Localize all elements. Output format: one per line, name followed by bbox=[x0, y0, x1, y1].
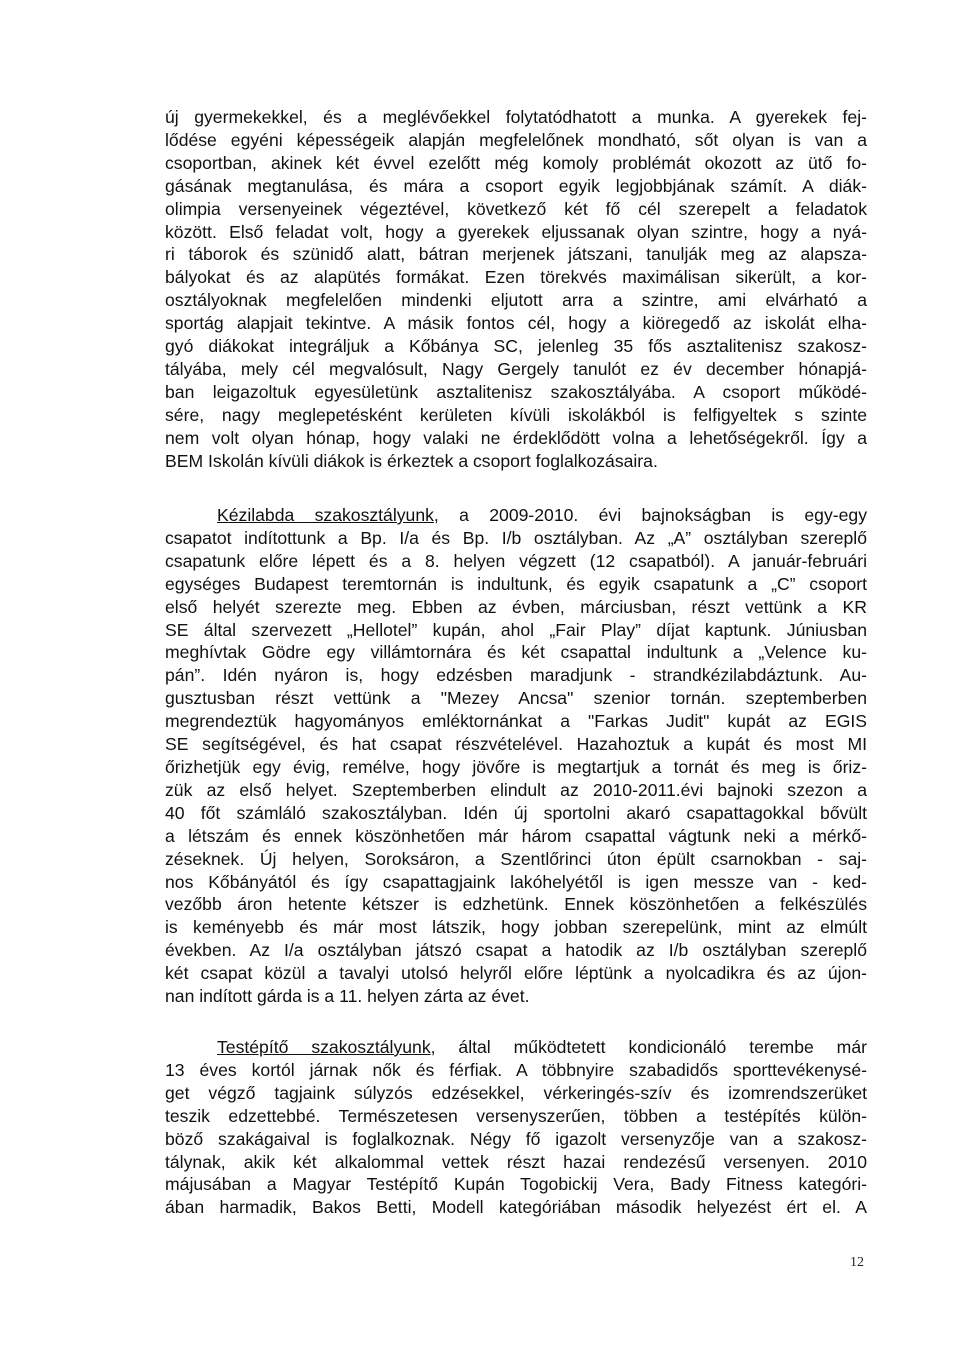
paragraph-line: meghívtak Gödre egy villámtornára és két csapattal indultunk a „Velence ku- bbox=[165, 642, 867, 663]
paragraph-line: években. Az I/a osztályban játszó csapat a hatodik az I/b osztályban szereplő bbox=[165, 940, 867, 961]
heading-continuation: , a 2009-2010. évi bajnokságban is egy-egy bbox=[433, 505, 867, 525]
paragraph-line: ában harmadik, Bakos Betti, Modell kategóriában második helyezést ért el. A bbox=[165, 1197, 867, 1218]
paragraph-line: böző szakágaival is foglalkoznak. Négy fő igazolt versenyzője van a szakosz- bbox=[165, 1128, 867, 1149]
paragraph-line: ri táborok és szünidő alatt, bátran merjenek játszani, tanulják meg az alapsza- bbox=[165, 244, 867, 265]
paragraph-line: megrendeztük hagyományos emléktornánkat a "Farkas Judit" kupát az EGIS bbox=[165, 711, 867, 732]
paragraph-line: sére, nagy meglepetésként kerületen kívüli iskolákból is felfigyeltek s szinte bbox=[165, 404, 867, 425]
paragraph-line: pán”. Idén nyáron is, hogy edzésben maradjunk - strandkézilabdáztunk. Au- bbox=[165, 665, 867, 686]
paragraph-line: csapatot indítottunk a Bp. I/a és Bp. I/b osztályban. Az „A” osztályban szereplő bbox=[165, 527, 867, 548]
paragraph-line: első helyét szerezte meg. Ebben az évben, márciusban, részt vettünk a KR bbox=[165, 596, 867, 617]
paragraph-line: gyó diákokat integráljuk a Kőbánya SC, jelenleg 35 fős asztalitenisz szakosz- bbox=[165, 336, 867, 357]
heading-continuation: , által működtetett kondicionáló terembe már bbox=[430, 1037, 867, 1057]
paragraph-line: get végző tagjaink súlyzós edzésekkel, vérkeringés-szív és izomrendszerüket bbox=[165, 1082, 867, 1103]
paragraph-line: 40 főt számláló szakosztályban. Idén új sportolni akaró csapattagokkal bővült bbox=[165, 802, 867, 823]
paragraph-line: csapatunk előre lépett és a 8. helyen végzett (12 csapatból). A január-februári bbox=[165, 550, 867, 571]
paragraph-line: SE segítségével, és hat csapat részvételével. Hazahoztuk a kupát és most MI bbox=[165, 734, 867, 755]
paragraph-line: között. Első feladat volt, hogy a gyerekek eljussanak olyan szintre, hogy a nyá- bbox=[165, 221, 867, 242]
paragraph-line: is keményebb és már most látszik, hogy jobban szerepelünk, mint az elmúlt bbox=[165, 917, 867, 938]
paragraph-line: nem volt olyan hónap, hogy valaki ne érdeklődött volna a lehetőségekről. Így a bbox=[165, 427, 867, 448]
paragraph-line: csoportban, akinek két évvel ezelőtt még komoly problémát okozott az ütő fo- bbox=[165, 152, 867, 173]
paragraph-line: tálynak, akik két alkalommal vettek részt hazai rendezésű versenyen. 2010 bbox=[165, 1151, 867, 1172]
paragraph-bodybuilding-section bbox=[165, 1036, 867, 1219]
paragraph-line: nos Kőbányától és így csapattagjaink lakóhelyétől is igen messze van - ked- bbox=[165, 871, 867, 892]
paragraph-line: két csapat közül a tavalyi utolsó helyről előre léptünk a nyolcadikra és az újon- bbox=[165, 963, 867, 984]
paragraph-line: olimpia versenyeinek végeztével, következő két fő cél szerepelt a feladatok bbox=[165, 198, 867, 219]
paragraph-line: nan indított gárda is a 11. helyen zárta az évet. bbox=[165, 986, 530, 1007]
section-heading-bodybuilding: Testépítő szakosztályunk bbox=[217, 1037, 431, 1057]
paragraph-line: 13 éves kortól járnak nők és férfiak. A többnyire szabadidős sporttevékenysé- bbox=[165, 1059, 867, 1080]
page-number: 12 bbox=[850, 1255, 864, 1270]
paragraph-line: tályába, mely cél megvalósult, Nagy Gergely tanulót ez év december hónapjá- bbox=[165, 358, 867, 379]
paragraph-line: ban leigazoltuk egyesületünk asztalitenisz szakosztályába. A csoport működé- bbox=[165, 381, 867, 402]
paragraph-line: egységes Budapest teremtornán is indultunk, és egyik csapatunk a „C” csoport bbox=[165, 573, 867, 594]
paragraph-line: BEM Iskolán kívüli diákok is érkeztek a csoport foglalkozásaira. bbox=[165, 450, 658, 471]
paragraph-line: gásának megtanulása, és mára a csoport egyik legjobbjának számít. A diák- bbox=[165, 175, 867, 196]
paragraph-line: zéseknek. Új helyen, Soroksáron, a Szentlőrinci úton épült csarnokban - saj- bbox=[165, 848, 867, 869]
paragraph-line: osztályoknak megfelelően mindenki eljutott arra a szintre, ami elvárható a bbox=[165, 290, 867, 311]
section-heading-handball: Kézilabda szakosztályunk bbox=[217, 505, 434, 525]
paragraph-line: teszik edzettebbé. Természetesen versenyszerűen, többen a testépítés külön- bbox=[165, 1105, 867, 1126]
paragraph-first-line bbox=[165, 504, 867, 527]
paragraph-table-tennis-group bbox=[165, 106, 867, 473]
paragraph-line: lődése egyéni képességeik alapján megfelelőnek mondható, sőt olyan is van a bbox=[165, 129, 867, 150]
paragraph-first-line bbox=[165, 1036, 867, 1059]
paragraph-line: bályokat és az alapütés formákat. Ezen törekvés maximálisan sikerült, a kor- bbox=[165, 267, 867, 288]
paragraph-line: a létszám és ennek köszönhetően már három csapattal vágtunk neki a mérkő- bbox=[165, 825, 867, 846]
paragraph-line: vezőbb áron hetente kétszer is edzhetünk. Ennek köszönhetően a felkészülés bbox=[165, 894, 867, 915]
paragraph-line: sportág alapjait tekintve. A másik fontos cél, hogy a kiöregedő az iskolát elha- bbox=[165, 313, 867, 334]
paragraph-line: őrizhetjük egy évig, remélve, hogy jövőre is megtartjuk a tornát és meg is őriz- bbox=[165, 756, 867, 777]
paragraph-line: új gyermekekkel, és a meglévőekkel folytatódhatott a munka. A gyerekek fej- bbox=[165, 107, 867, 127]
paragraph-line: májusában a Magyar Testépítő Kupán Togobickij Vera, Bady Fitness kategóri- bbox=[165, 1174, 867, 1195]
paragraph-line: zük az első helyet. Szeptemberben elindult az 2010-2011.évi bajnoki szezon a bbox=[165, 779, 867, 800]
paragraph-line: gusztusban részt vettünk a "Mezey Ancsa" szenior tornán. szeptemberben bbox=[165, 688, 867, 709]
paragraph-line: SE által szervezett „Hellotel” kupán, ahol „Fair Play” díjat kaptunk. Júniusban bbox=[165, 619, 867, 640]
paragraph-handball-section bbox=[165, 504, 867, 1008]
